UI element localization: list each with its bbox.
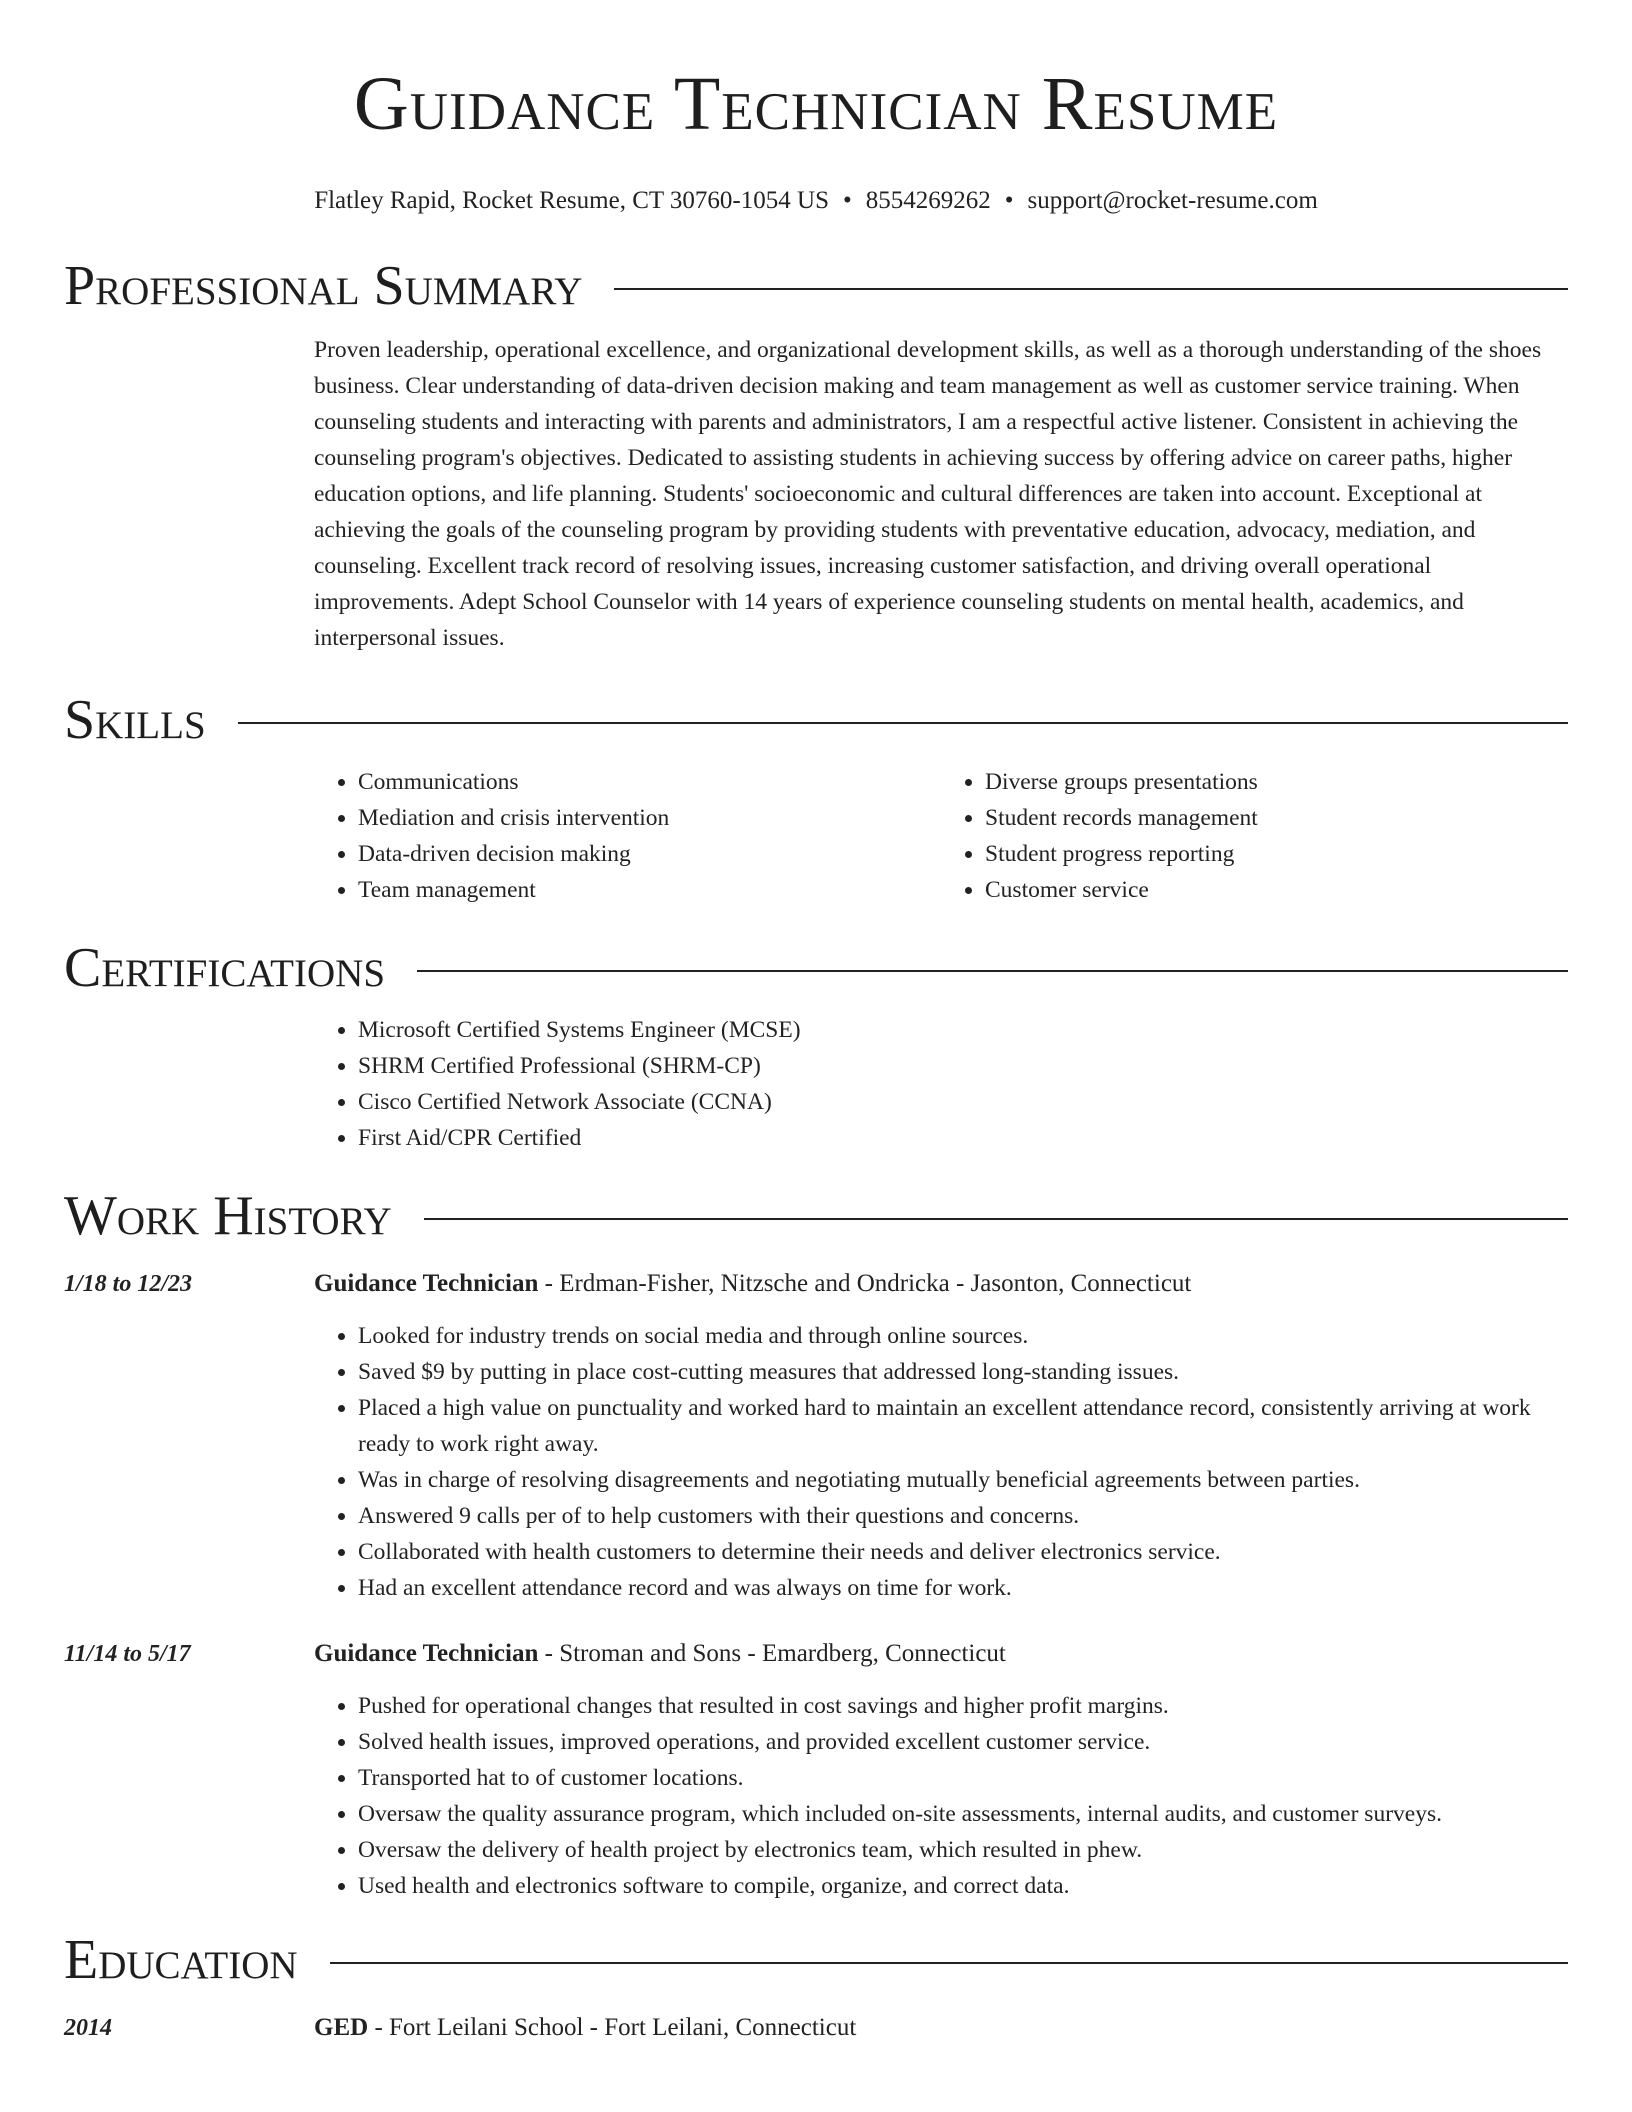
contact-line	[64, 184, 1568, 218]
certification-item: • SHRM Certified Professional (SHRM-CP)	[358, 1048, 1568, 1084]
job-bullet: • Pushed for operational changes that resulted in cost savings and higher profit margins.	[358, 1688, 1568, 1724]
certification-item: • First Aid/CPR Certified	[358, 1120, 1568, 1156]
contact-separator: •	[842, 187, 852, 214]
section-divider	[417, 970, 1568, 972]
job-bullet: • Saved $9 by putting in place cost-cutting measures that addressed long-standing issues.	[358, 1354, 1568, 1390]
education-heading: Education	[64, 1929, 298, 1991]
job-entry	[64, 1264, 1568, 1606]
skill-item: • Customer service	[985, 872, 1568, 908]
certifications-list	[314, 1012, 1568, 1156]
job-bullet: • Had an excellent attendance record and was always on time for work.	[358, 1570, 1568, 1606]
work-heading: Work History	[64, 1185, 392, 1247]
job-dates: 1/18 to 12/23	[64, 1271, 193, 1297]
job-title: Guidance Technician	[314, 1640, 539, 1667]
job-bullet: • Collaborated with health customers to determine their needs and deliver electronics service.	[358, 1534, 1568, 1570]
summary-heading: Professional Summary	[64, 255, 583, 317]
skill-item: • Data-driven decision making	[358, 836, 941, 872]
education-degree: GED	[314, 2014, 369, 2041]
job-bullets	[314, 1688, 1568, 1904]
certification-item: • Microsoft Certified Systems Engineer (MCSE)	[358, 1012, 1568, 1048]
education-details	[314, 2008, 1568, 2048]
job-bullets	[314, 1318, 1568, 1606]
job-bullet: • Used health and electronics software to compile, organize, and correct data.	[358, 1868, 1568, 1904]
job-employer: - Stroman and Sons - Emardberg, Connecticut	[538, 1640, 1006, 1667]
job-bullet: • Was in charge of resolving disagreements and negotiating mutually beneficial agreements between parties.	[358, 1462, 1568, 1498]
education-section-header	[64, 1926, 1568, 1994]
skills-section-header	[64, 686, 1568, 754]
section-divider	[238, 722, 1568, 724]
education-school: - Fort Leilani School - Fort Leilani, Connecticut	[368, 2014, 857, 2041]
skill-item: • Team management	[358, 872, 941, 908]
job-title-line	[314, 1264, 1568, 1304]
skill-item: • Diverse groups presentations	[985, 764, 1568, 800]
job-details	[314, 1264, 1568, 1606]
summary-text: Proven leadership, operational excellence, and organizational development skills, as well as a thorough understanding of the shoes business. Clear understanding of data-driven decision making and team management as well as customer service training. When counseling students and interacting with parents and administrators, I am a respectful active listener. Consistent in achieving the counseling program's objectives. Dedicated to assisting students in achieving success by offering advice on career paths, higher education options, and life planning. Students' socioeconomic and cultural differences are taken into account. Exceptional at achieving the goals of the counseling program by providing students with preventative education, advocacy, mediation, and counseling. Excellent track record of resolving issues, increasing customer satisfaction, and driving overall operational improvements. Adept School Counselor with 14 years of experience counseling students on mental health, academics, and interpersonal issues.	[314, 337, 1542, 651]
job-dates: 11/14 to 5/17	[64, 1641, 191, 1667]
skill-item: • Student progress reporting	[985, 836, 1568, 872]
section-divider	[614, 288, 1568, 290]
job-title: Guidance Technician	[314, 1270, 539, 1297]
resume-title: Guidance Technician Resume	[353, 62, 1279, 146]
contact-address: Flatley Rapid, Rocket Resume, CT 30760-1054 US	[314, 187, 829, 214]
job-bullet: • Transported hat to of customer locations.	[358, 1760, 1568, 1796]
skill-item: • Student records management	[985, 800, 1568, 836]
skills-column-left	[314, 764, 941, 908]
skills-column-right	[941, 764, 1568, 908]
section-divider	[330, 1962, 1568, 1964]
education-entry	[64, 2008, 1568, 2048]
job-details	[314, 1634, 1568, 1904]
certification-item: • Cisco Certified Network Associate (CCNA)	[358, 1084, 1568, 1120]
certifications-heading: Certifications	[64, 937, 386, 999]
section-divider	[424, 1218, 1568, 1220]
contact-phone: 8554269262	[865, 187, 991, 214]
contact-email: support@rocket-resume.com	[1027, 187, 1318, 214]
job-bullet: • Answered 9 calls per of to help customers with their questions and concerns.	[358, 1498, 1568, 1534]
job-employer: - Erdman-Fisher, Nitzsche and Ondricka - Jasonton, Connecticut	[538, 1270, 1192, 1297]
skills-list	[314, 764, 1568, 908]
job-entry	[64, 1634, 1568, 1904]
job-bullet: • Placed a high value on punctuality and worked hard to maintain an excellent attendance record, consistently arriving at work ready to work right away.	[358, 1390, 1568, 1462]
job-bullet: • Solved health issues, improved operations, and provided excellent customer service.	[358, 1724, 1568, 1760]
job-title-line	[314, 1634, 1568, 1674]
skills-heading: Skills	[64, 689, 206, 751]
job-bullet: • Looked for industry trends on social media and through online sources.	[358, 1318, 1568, 1354]
certifications-section-header	[64, 934, 1568, 1002]
contact-separator: •	[1004, 187, 1014, 214]
education-year: 2014	[64, 2015, 112, 2041]
work-section-header	[64, 1182, 1568, 1250]
job-bullet: • Oversaw the delivery of health project by electronics team, which resulted in phew.	[358, 1832, 1568, 1868]
skill-item: • Communications	[358, 764, 941, 800]
skill-item: • Mediation and crisis intervention	[358, 800, 941, 836]
summary-section-header	[64, 252, 1568, 320]
job-bullet: • Oversaw the quality assurance program, which included on-site assessments, internal audits, and customer surveys.	[358, 1796, 1568, 1832]
